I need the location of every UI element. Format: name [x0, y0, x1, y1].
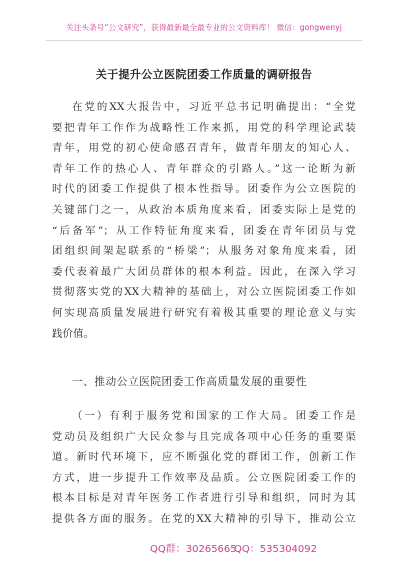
footer-qq-number: QQ：535304092 — [234, 544, 318, 555]
text-line: 委代表着最广大团员群体的根本利益。因此，在深入学习 — [52, 265, 356, 278]
text-line: （一）有利于服务党和国家的工作大局。团委工作是 — [72, 410, 356, 422]
text-line: “后备军”；从工作特征角度来看，团委在青年团员与党 — [52, 224, 356, 237]
footer-qq-group: QQ群：30265665 — [150, 544, 237, 555]
text-line: 党动员及组织广大民众参与且完成各项中心任务的重要渠 — [52, 430, 356, 443]
header-divider — [46, 40, 362, 41]
text-line: 青年，用党的初心使命感召青年，做青年朋友的知心人、 — [52, 142, 356, 155]
text-line: 道。新时代环境下，应不断强化党的群团工作，创新工作 — [52, 451, 356, 464]
text-line: 在党的XX大报告中，习近平总书记明确提出：“全党 — [72, 101, 356, 113]
text-line: 根本目标是对青年医务工作者进行引导和组织，同时为其 — [52, 492, 356, 505]
text-line: 时代的团委工作提供了根本性指导。团委作为公立医院的 — [52, 183, 356, 196]
text-line: 践价值。 — [52, 327, 95, 340]
text-line: 青年工作的热心人、青年群众的引路人。”这一论断为新 — [52, 162, 356, 175]
text-line: 提供各方面的服务。在党的XX大精神的引导下，推动公立 — [52, 513, 356, 525]
text-line: 要把青年工作作为战略性工作来抓，用党的科学理论武装 — [52, 121, 356, 134]
text-line: 关键部门之一，从政治本质角度来看，团委实际上是党的 — [52, 204, 356, 216]
promo-header: 关注头条号“公文研究”，获得最新最全最专业的公文资料库！ 微信：gongwenyj — [66, 23, 342, 32]
text-line: 贯彻落实党的XX大精神的基础上，对公立医院团委工作如 — [52, 286, 356, 299]
document-title: 关于提升公立医院团委工作质量的调研报告 — [95, 68, 313, 81]
text-line: 方式，进一步提升工作效率及品质。公立医院团委工作的 — [52, 471, 356, 484]
text-line: 何实现高质量发展进行研究有着极其重要的理论意义与实 — [52, 307, 356, 319]
text-line: 团组织间架起联系的“桥梁”；从服务对象角度来看，团 — [52, 245, 356, 258]
section-heading: 一、推动公立医院团委工作高质量发展的重要性 — [72, 376, 308, 388]
